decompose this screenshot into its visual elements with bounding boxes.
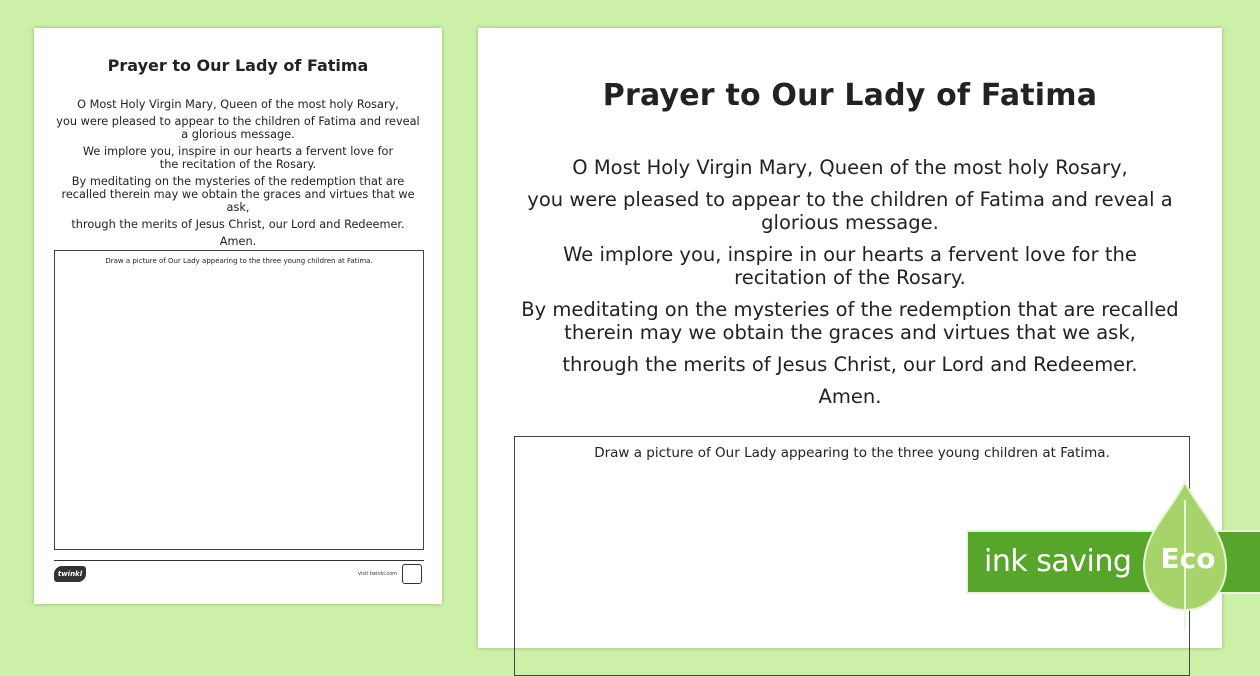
drawing-instruction: Draw a picture of Our Lady appearing to the three young children at Fatima. xyxy=(594,445,1110,461)
thumbnail-drawing-instruction: Draw a picture of Our Lady appearing to the three young children at Fatima. xyxy=(105,257,373,265)
page-title: Prayer to Our Lady of Fatima xyxy=(602,78,1098,113)
footer-url: visit twinkl.com xyxy=(358,571,398,577)
prayer-line: By meditating on the mysteries of the redemption that are recalled therein may we obtain the graces and virtues that we ask, xyxy=(521,298,1179,344)
thumbnail-title: Prayer to Our Lady of Fatima xyxy=(107,56,369,75)
prayer-line: By meditating on the mysteries of the redemption that are recalled therein may we obtain the graces and virtues that we ask, xyxy=(61,175,415,214)
prayer-line: Amen. xyxy=(219,235,257,248)
prayer-line: We implore you, inspire in our hearts a fervent love for the recitation of the Rosary. xyxy=(563,243,1137,289)
prayer-line: through the merits of Jesus Christ, our Lord and Redeemer. xyxy=(562,353,1138,376)
ink-saving-icon xyxy=(402,564,422,584)
prayer-line: through the merits of Jesus Christ, our Lord and Redeemer. xyxy=(71,218,405,231)
prayer-line: O Most Holy Virgin Mary, Queen of the most holy Rosary, xyxy=(77,98,399,111)
prayer-line: We implore you, inspire in our hearts a fervent love for the recitation of the Rosary. xyxy=(82,145,394,171)
prayer-line: you were pleased to appear to the children of Fatima and reveal a glorious message. xyxy=(56,115,420,141)
twinkl-logo: twinkl xyxy=(54,566,86,582)
worksheet-thumbnail[interactable] xyxy=(34,28,442,604)
prayer-line: you were pleased to appear to the children of Fatima and reveal a glorious message. xyxy=(527,188,1173,234)
prayer-line: O Most Holy Virgin Mary, Queen of the most holy Rosary, xyxy=(572,156,1128,179)
prayer-text xyxy=(478,156,1222,417)
prayer-line: Amen. xyxy=(818,385,882,408)
footer-divider xyxy=(54,560,424,561)
thumbnail-drawing-box xyxy=(54,250,424,550)
ink-saving-text: ink saving xyxy=(984,544,1132,579)
eco-label: Eco xyxy=(1160,542,1216,575)
thumbnail-prayer-text xyxy=(34,98,442,252)
